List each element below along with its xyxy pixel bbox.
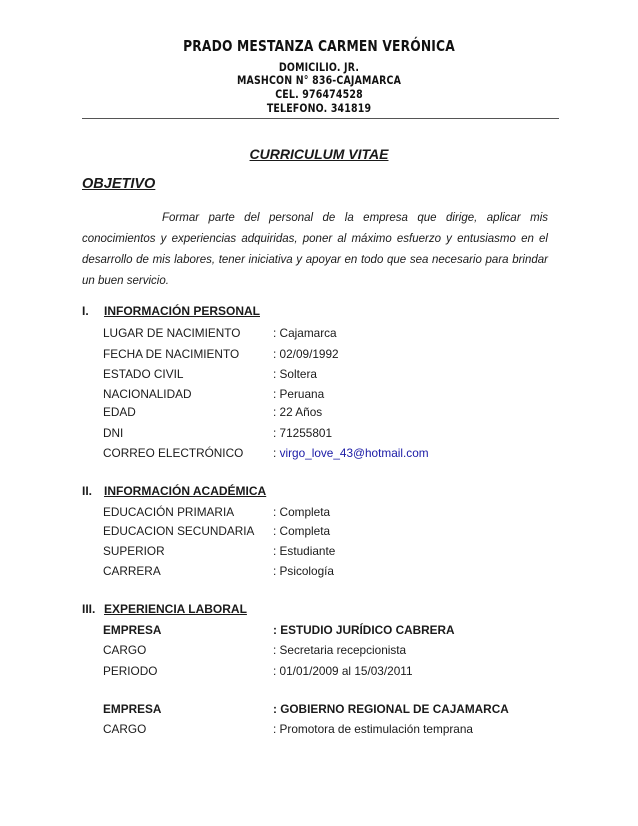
section-number: III. [82,602,96,616]
row-label: FECHA DE NACIMIENTO [103,347,240,361]
row-value: : Peruana [273,387,325,401]
row-value: : Psicología [273,564,334,578]
row-label: CARGO [103,643,147,657]
row-value: : GOBIERNO REGIONAL DE CAJAMARCA [273,702,509,716]
row-value: : Completa [273,524,331,538]
section-number: II. [82,484,93,498]
row-value: : Promotora de estimulación temprana [273,722,473,736]
section-number: I. [82,304,89,318]
row-value: : 71255801 [273,426,333,440]
email-link[interactable]: virgo_love_43@hotmail.com [279,446,429,460]
row-value: : Secretaria recepcionista [273,643,407,657]
section-title: INFORMACIÓN ACADÉMICA [104,484,267,498]
section-experience-heading [82,602,247,616]
row-value: : 02/09/1992 [273,347,339,361]
header-cell: CEL. 976474528 [275,87,363,101]
section-title: INFORMACIÓN PERSONAL [104,304,260,318]
row-value: : Estudiante [273,544,336,558]
header-street: MASHCON N° 836-CAJAMARCA [236,73,402,87]
row-value: : Soltera [273,367,317,381]
cv-title: CURRICULUM VITAE [249,146,389,162]
row-label: PERIODO [103,664,158,678]
row-label: SUPERIOR [103,544,165,558]
row-value: : 01/01/2009 al 15/03/2011 [273,664,413,678]
header-address: DOMICILIO. JR. [278,60,360,74]
row-label: ESTADO CIVIL [103,367,184,381]
header-phone: TELEFONO. 341819 [266,101,372,115]
section-personal-heading [82,304,260,318]
row-label: CARRERA [103,564,161,578]
objective-text: Formar parte del personal de la empresa que dirige, aplicar mis conocimientos y experiencias adquiridas, poner al máximo esfuerzo y entusiasmo en el desarrollo de mis labores, tener iniciativa y apoyar en todo que sea necesario para brindar un buen servicio. [82,212,548,287]
section-academic-heading [82,484,266,498]
row-label: LUGAR DE NACIMIENTO [103,326,241,340]
row-value: : Cajamarca [273,326,337,340]
row-label: EDUCACIÓN PRIMARIA [103,505,235,519]
row-label: EMPRESA [103,702,162,716]
header-name: PRADO MESTANZA CARMEN VERÓNICA [183,37,455,55]
row-label: EDUCACION SECUNDARIA [103,524,255,538]
email-prefix: : [273,446,280,460]
row-value: : 22 Años [273,405,323,419]
section-title: EXPERIENCIA LABORAL [104,602,247,616]
row-label: EDAD [103,405,136,419]
header-rule [82,118,559,119]
row-label: CORREO ELECTRÓNICO [103,446,244,460]
row-label: CARGO [103,722,147,736]
email-value [273,446,429,460]
objective-heading: OBJETIVO [82,176,156,192]
row-value: : Completa [273,505,331,519]
row-label: NACIONALIDAD [103,387,192,401]
row-label: EMPRESA [103,623,162,637]
row-label: DNI [103,426,124,440]
row-value: : ESTUDIO JURÍDICO CABRERA [273,623,455,637]
